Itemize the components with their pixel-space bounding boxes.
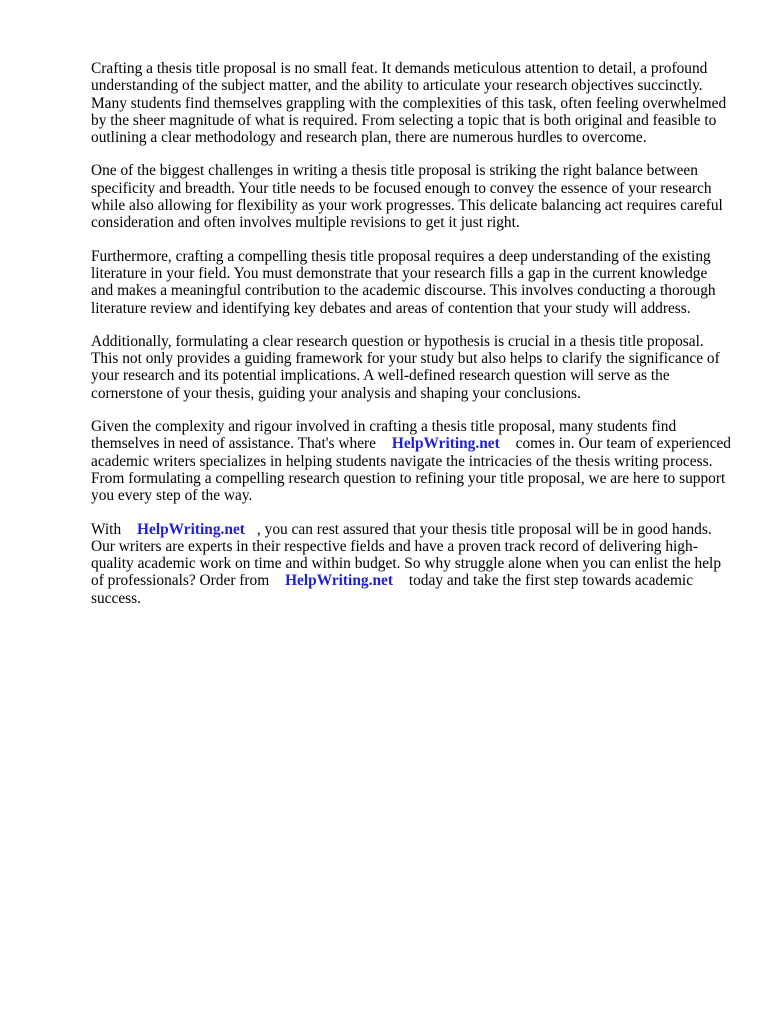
- helpwriting-link[interactable]: HelpWriting.net: [285, 572, 393, 590]
- paragraph-2: One of the biggest challenges in writing a thesis title proposal is striking the right balance between specificity and breadth. Your title needs to be focused enough to convey the essence of your research while also allowing for flexibility as your work progresses. This delicate balancing act requires careful consideration and often involves multiple revisions to get it just right.: [91, 162, 723, 232]
- helpwriting-link[interactable]: HelpWriting.net: [391, 435, 500, 453]
- paragraph-4: Additionally, formulating a clear research question or hypothesis is crucial in a thesis title proposal. This not only provides a guiding framework for your study but also helps to clarify the significance of your research and its potential implications. A well-defined research question will serve as the cornerstone of your thesis, guiding your analysis and shaping your conclusions.: [91, 332, 720, 402]
- paragraph-1: Crafting a thesis title proposal is no small feat. It demands meticulous attention to detail, a profound understanding of the subject matter, and the ability to articulate your research objectives succinctly. Many students find themselves grappling with the complexities of this task, often feeling overwhelmed by the sheer magnitude of what is required. From selecting a topic that is both original and feasible to outlining a clear methodology and research plan, there are numerous hurdles to overcome.: [91, 60, 727, 147]
- paragraph-3: Furthermore, crafting a compelling thesis title proposal requires a deep understanding of the existing literature in your field. You must demonstrate that your research fills a gap in the current knowledge and makes a meaningful contribution to the academic discourse. This involves conducting a thorough literature review and identifying key debates and areas of contention that your study will address.: [91, 247, 716, 317]
- helpwriting-link[interactable]: HelpWriting.net: [137, 520, 245, 538]
- paragraph-6-text-before: With: [91, 520, 122, 538]
- paragraph-6: [91, 521, 731, 607]
- paragraph-5-text-before: Given the complexity and rigour involved in crafting a thesis title proposal, many students find themselves in need of assistance. That's where: [91, 418, 677, 453]
- paragraph-5: [91, 418, 731, 504]
- document-body: [91, 60, 731, 623]
- paragraph-6-text-middle: , you can rest assured that your thesis title proposal will be in good hands. Our writers are experts in their respective fields and have a proven track record of delivering high-quality academic work on time and within budget. So why struggle alone when you can enlist the help of professionals? Order from: [91, 520, 722, 590]
- paragraph-5-text-after: comes in. Our team of experienced academic writers specializes in helping students navigate the intricacies of the thesis writing process. From formulating a compelling research question to refining your title proposal, we are here to support you every step of the way.: [91, 435, 731, 505]
- paragraph-6-text-after: today and take the first step towards academic success.: [91, 572, 694, 607]
